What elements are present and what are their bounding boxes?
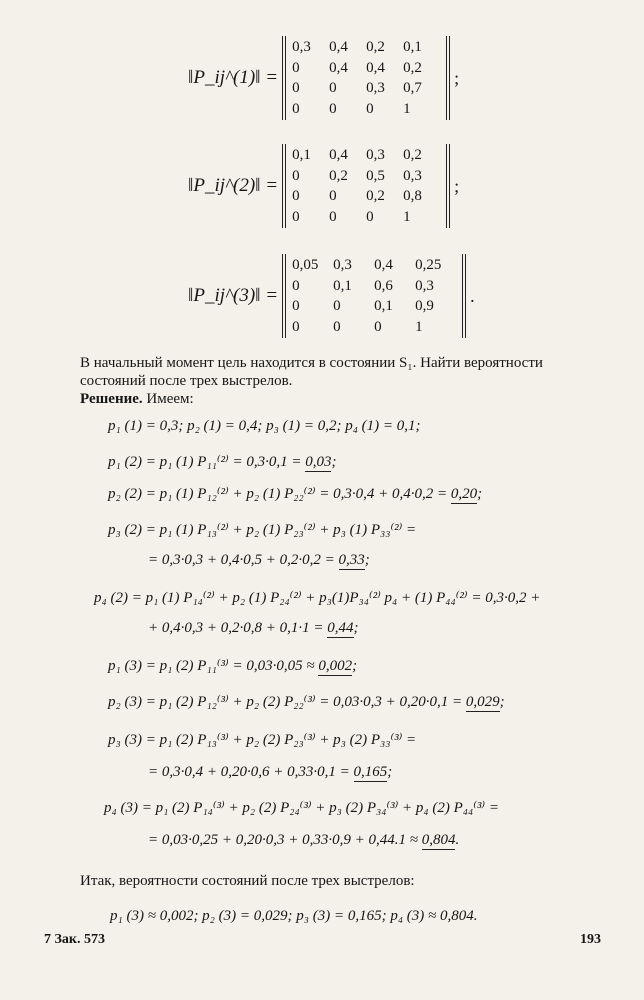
matrix-cell: 0,4 (329, 59, 348, 76)
matrix-cell: 0,2 (403, 147, 422, 163)
equation-text: ; (387, 764, 393, 780)
result-value: 0,20 (450, 486, 478, 502)
matrix-end: ; (454, 67, 460, 88)
problem-statement: В начальный момент цель находится в состоянии S₁. Найти вероятности состояний после трех выстрелов. (80, 355, 543, 389)
matrix-row (292, 100, 440, 118)
matrix-cell: 0 (292, 100, 300, 117)
matrix-cell: 0,4 (366, 59, 385, 76)
equation-text: ; (499, 694, 505, 710)
matrix-cell: 0 (292, 188, 300, 205)
equation-line (148, 552, 370, 569)
matrix-cell: 0,3 (292, 39, 311, 55)
matrix-cell: 0 (292, 208, 300, 225)
matrix-cell: 0,2 (366, 39, 385, 55)
matrix-cell: 1 (403, 100, 411, 117)
matrix-cell: 0,4 (329, 39, 348, 55)
matrix-cell: 0 (333, 298, 341, 315)
result-value: 0,44 (327, 620, 354, 636)
footer-signature: 7 Зак. 573 (44, 932, 105, 947)
matrix-cell: 0 (292, 277, 300, 294)
matrix-row (292, 187, 440, 205)
matrix-row (292, 208, 440, 226)
equation-text: = 0,3·0,4 + 0,20·0,6 + 0,33·0,1 = (148, 764, 354, 780)
final-probabilities: p₁ (3) ≈ 0,002; p₂ (3) = 0,029; p₃ (3) = 0,165; p₄ (3) ≈ 0,804. (110, 908, 478, 924)
conclusion-text: Итак, вероятности состояний после трех выстрелов: (80, 873, 415, 889)
equation-line (148, 620, 359, 637)
equation-text: = 0,3·0,3 + 0,4·0,5 + 0,2·0,2 = (148, 552, 339, 568)
matrix-cell: 0 (366, 100, 374, 117)
matrix-row (292, 256, 456, 274)
matrix-end: . (470, 285, 475, 306)
matrix-cell: 0,3 (366, 80, 385, 97)
matrix-cell: 0,3 (415, 277, 434, 294)
solution-label: Решение. (80, 391, 143, 407)
equation-text: + 0,4·0,3 + 0,2·0,8 + 0,1·1 = (148, 620, 328, 636)
matrix-cell: 0 (292, 167, 300, 184)
matrix-cell: 0,9 (415, 298, 434, 315)
matrix-end: ; (454, 175, 460, 196)
matrix-body (282, 36, 450, 120)
matrix-row (292, 59, 440, 77)
equation-line: p₄ (2) = p₁ (1) P₁₄⁽²⁾ + p₂ (1) P₂₄⁽²⁾ + p₃(1)P₃₄⁽²⁾ p₄ + (1) P₄₄⁽²⁾ = 0,3·0,2 + (94, 590, 541, 606)
matrix-row (292, 38, 440, 56)
matrix-cell: 0 (329, 80, 337, 97)
matrix-cell: 0,1 (292, 147, 311, 163)
matrix-cell: 0,6 (374, 277, 393, 294)
equation-text: ; (331, 454, 337, 470)
matrix-body (282, 144, 450, 228)
equation-line: p₃ (3) = p₁ (2) P₁₃⁽³⁾ + p₂ (2) P₂₃⁽³⁾ + p₃ (2) P₃₃⁽³⁾ = (108, 732, 417, 748)
equation-text: ; (353, 620, 359, 636)
matrix-cell: 0,2 (329, 167, 348, 184)
equation-line: p₁ (1) = 0,3; p₂ (1) = 0,4; p₃ (1) = 0,2; p₄ (1) = 0,1; (108, 418, 421, 434)
matrix-cell: 0,1 (403, 39, 422, 55)
matrix-cell: 0,4 (374, 257, 393, 273)
matrix-cell: 0,1 (374, 298, 393, 315)
matrix-cell: 0,3 (333, 257, 352, 273)
equation-text: ; (352, 658, 358, 674)
matrix-cell: 0 (329, 100, 337, 117)
matrix-label: ‖P_ij^(1)‖ = (188, 67, 279, 88)
result-value: 0,03 (305, 454, 332, 470)
equation-text: p₁ (2) = p₁ (1) P₁₁⁽²⁾ = 0,3·0,1 = (108, 454, 306, 470)
matrix-cell: 0 (374, 318, 382, 335)
matrix-cell: 0,2 (403, 59, 422, 76)
equation-text: p₁ (3) = p₁ (2) P₁₁⁽³⁾ = 0,03·0,05 ≈ (108, 658, 319, 674)
matrix-label: ‖P_ij^(3)‖ = (188, 285, 279, 306)
equation-text: . (455, 832, 460, 848)
matrix-cell: 0,25 (415, 257, 442, 273)
matrix-cell: 0 (329, 208, 337, 225)
matrix-p3 (188, 252, 475, 340)
matrix-cell: 1 (415, 318, 423, 335)
matrix-cell: 0,4 (329, 147, 348, 163)
matrix-cell: 0,3 (403, 167, 422, 184)
matrix-cell: 0 (292, 318, 300, 335)
matrix-cell: 0,7 (403, 80, 422, 97)
equation-line (108, 692, 505, 711)
equation-text: p₂ (3) = p₁ (2) P₁₂⁽³⁾ + p₂ (2) P₂₂⁽³⁾ = 0,03·0,3 + 0,20·0,1 = (108, 694, 466, 710)
equation-text: = 0,03·0,25 + 0,20·0,3 + 0,33·0,9 + 0,44.1 ≈ (148, 832, 422, 848)
equation-line (108, 452, 336, 471)
result-value: 0,804 (421, 832, 456, 848)
equation-line (108, 484, 482, 503)
matrix-cell: 0 (333, 318, 341, 335)
equation-text: ; (477, 486, 483, 502)
equation-text: p₂ (2) = p₁ (1) P₁₂⁽²⁾ + p₂ (1) P₂₂⁽²⁾ = 0,3·0,4 + 0,4·0,2 = (108, 486, 451, 502)
matrix-row (292, 79, 440, 97)
matrix-cell: 0 (292, 298, 300, 315)
equation-line (148, 832, 459, 849)
matrix-cell: 0 (366, 208, 374, 225)
matrix-cell: 0 (292, 80, 300, 97)
matrix-cell: 0,5 (366, 167, 385, 184)
matrix-row (292, 318, 456, 336)
matrix-row (292, 146, 440, 164)
result-value: 0,029 (465, 694, 500, 710)
solution-heading (80, 390, 194, 408)
matrix-cell: 0 (292, 59, 300, 76)
matrix-cell: 0,05 (292, 257, 319, 273)
equation-line: p₄ (3) = p₁ (2) P₁₄⁽³⁾ + p₂ (2) P₂₄⁽³⁾ + p₃ (2) P₃₄⁽³⁾ + p₄ (2) P₄₄⁽³⁾ = (104, 800, 499, 816)
matrix-cell: 0,8 (403, 188, 422, 205)
matrix-label: ‖P_ij^(2)‖ = (188, 175, 279, 196)
result-value: 0,33 (338, 552, 365, 568)
matrix-cell: 0,2 (366, 188, 385, 205)
equation-line: p₃ (2) = p₁ (1) P₁₃⁽²⁾ + p₂ (1) P₂₃⁽²⁾ + p₃ (1) P₃₃⁽²⁾ = (108, 522, 417, 538)
matrix-cell: 0,3 (366, 147, 385, 163)
equation-line (148, 764, 392, 781)
matrix-row (292, 277, 456, 295)
matrix-body (282, 254, 466, 338)
matrix-cell: 0 (329, 188, 337, 205)
equation-text: ; (364, 552, 370, 568)
matrix-p2 (188, 142, 459, 230)
matrix-cell: 0,1 (333, 277, 352, 294)
matrix-row (292, 297, 456, 315)
result-value: 0,165 (353, 764, 388, 780)
result-value: 0,002 (318, 658, 353, 674)
matrix-cell: 1 (403, 208, 411, 225)
page-number: 193 (580, 932, 601, 947)
equation-line (108, 656, 357, 675)
matrix-p1 (188, 34, 459, 122)
solution-intro: Имеем: (146, 391, 194, 407)
matrix-row (292, 167, 440, 185)
